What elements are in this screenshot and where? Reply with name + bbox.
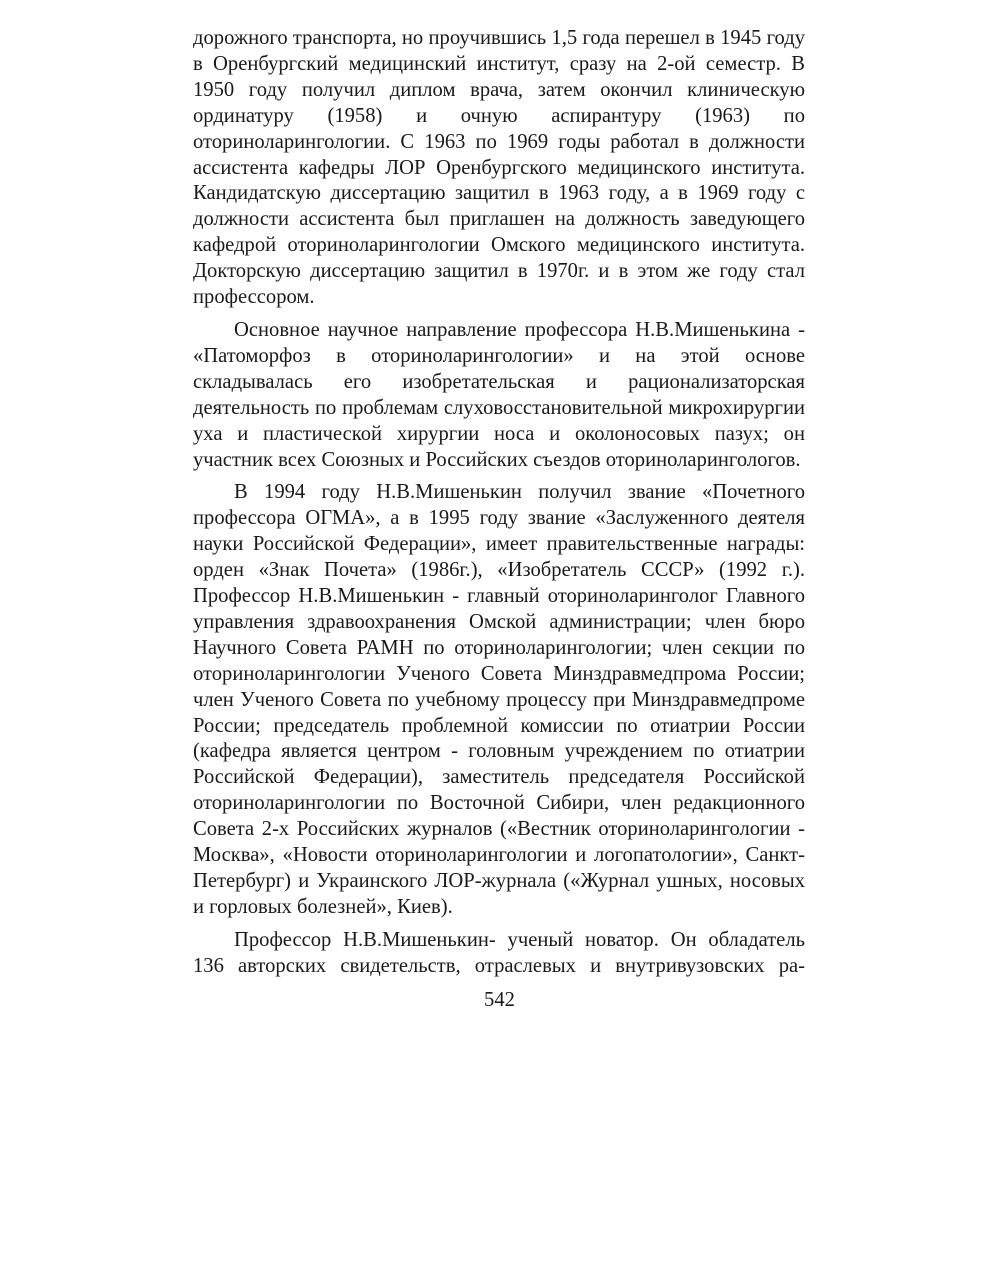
paragraph-2: Основное научное направление профессора Н.В.Мишенькина - «Патоморфоз в оториноларингологии» и на этой основе складывалась его изобретательская и рационализаторская деятельность по проблемам слуховосстановительной микрохирургии уха и пластической хирургии носа и околоносовых пазух; он участник всех Союзных и Российских съездов оториноларингологов. [193,318,805,471]
paragraph-3: В 1994 году Н.В.Мишенькин получил звание «Почетного профессора ОГМА», а в 1995 году звание «Заслуженного деятеля науки Российской Федерации», имеет правительственные награды: орден «Знак Почета» (1986г.), «Изобретатель СССР» (1992 г.). Профессор Н.В.Мишенькин - главный оториноларинголог Главного управления здравоохранения Омской администрации; член бюро Научного Совета РАМН по оториноларингологии; член секции по оториноларингологии Ученого Совета Минздравмедпрома России; член Ученого Совета по учебному процессу при Минздравмедпроме России; председатель проблемной комиссии по отиатрии России (кафедра является центром - головным учреждением по отиатрии Российской Федерации), заместитель председателя Российской оториноларингологии по Восточной Сибири, член редакционного Совета 2-х Российских журналов («Вестник оториноларингологии - Москва», «Новости оториноларингологии и логопатологии», Санкт-Петербург) и Украинского ЛОР-журнала («Журнал ушных, носовых и горловых болезней», Киев). [193,481,805,918]
paragraph-4: Профессор Н.В.Мишенькин- ученый новатор. Он обладатель 136 авторских свидетельств, отраслевых и внутривузовских ра- [193,928,805,977]
paragraph-1: дорожного транспорта, но проучившись 1,5 года перешел в 1945 году в Оренбургский медицинский институт, сразу на 2-ой семестр. В 1950 году получил диплом врача, затем окончил клиническую ординатуру (1958) и очную аспирантуру (1963) по оториноларингологии. С 1963 по 1969 годы работал в должности ассистента кафедры ЛОР Оренбургского медицинского института. Кандидатскую диссертацию защитил в 1963 году, а в 1969 году с должности ассистента был приглашен на должность заведующего кафедрой оториноларингологии Омского медицинского института. Докторскую диссертацию защитил в 1970г. и в этом же году стал профессором. [193,27,805,309]
document-page [193,26,805,980]
page-number: 542 [484,989,515,1011]
